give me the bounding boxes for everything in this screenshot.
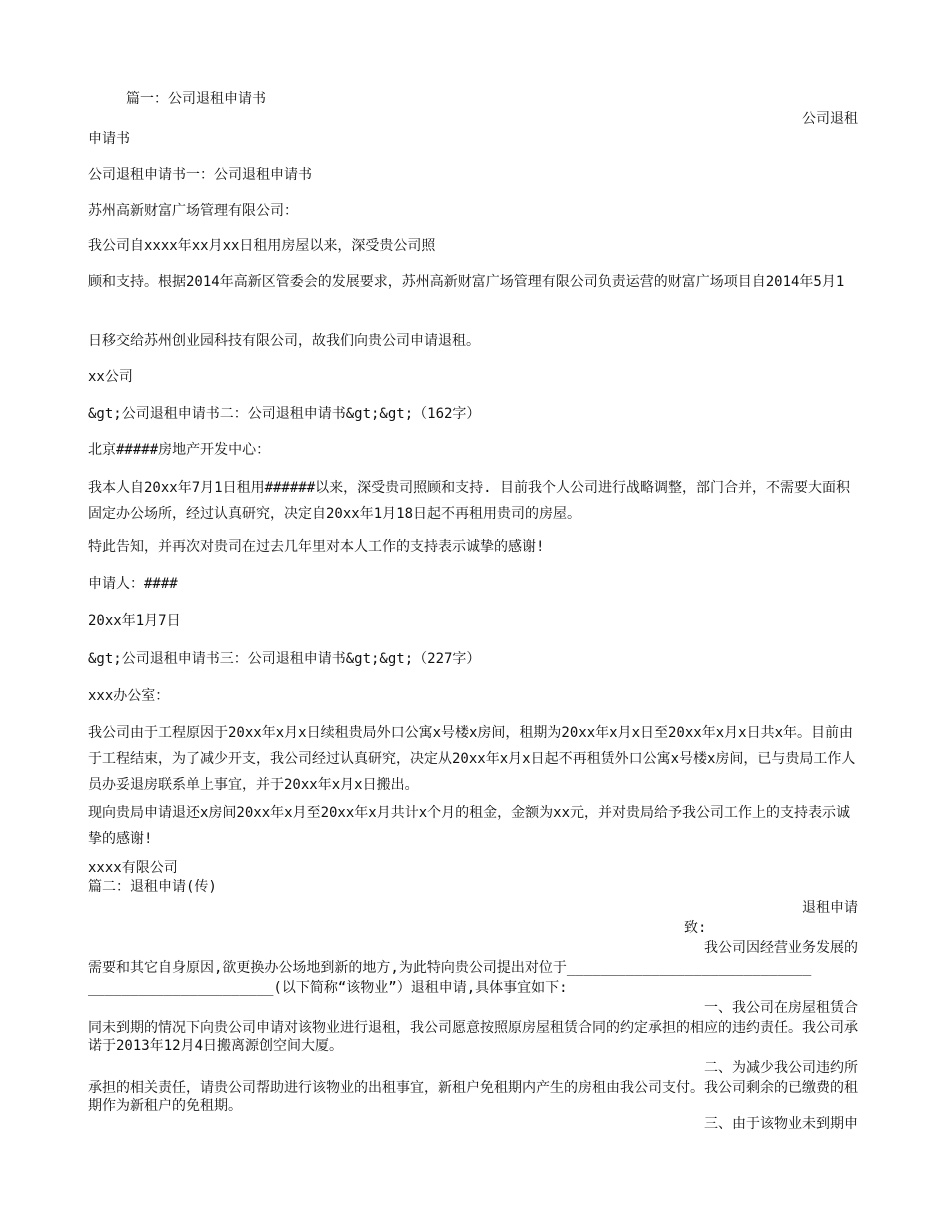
item-3-right: 三、由于该物业未到期申 bbox=[704, 1116, 858, 1132]
section-heading-2: 篇二：退租申请(传) bbox=[88, 879, 217, 895]
title-right-2: 退租申请 bbox=[802, 900, 858, 916]
subheading-2: &gt;公司退租申请书二：公司退租申请书&gt;&gt;（162字） bbox=[88, 406, 481, 422]
addressee-2: 北京#####房地产开发中心： bbox=[88, 442, 271, 458]
signature-1: xx公司 bbox=[88, 369, 133, 385]
item-1-right: 一、我公司在房屋租赁合 bbox=[704, 1000, 858, 1016]
title-right-1: 公司退租 bbox=[802, 111, 858, 127]
salutation: 致: bbox=[684, 920, 707, 936]
item-2-body: 承担的相关责任，请贵公司帮助进行该物业的出租事宜，新租户免租期内产生的房租由我公司支付。我公司剩余的已缴费的租期作为新租户的免租期。 bbox=[88, 1080, 858, 1114]
signature-3: xxxx有限公司 bbox=[88, 860, 178, 876]
paragraph-1b: 顾和支持。根据2014年高新区管委会的发展要求，苏州高新财富广场管理有限公司负责运营的财富广场项目自2014年5月1 bbox=[88, 274, 845, 290]
subheading-1: 公司退租申请书一：公司退租申请书 bbox=[88, 167, 312, 183]
intro-line-1: 需要和其它自身原因,欲更换办公场地到新的地方,为此特向贵公司提出对位于_____________________________ bbox=[88, 960, 812, 976]
addressee-1: 苏州高新财富广场管理有限公司： bbox=[88, 203, 298, 219]
paragraph-2b: 特此告知，并再次对贵司在过去几年里对本人工作的支持表示诚挚的感谢! bbox=[88, 539, 545, 555]
applicant-line: 申请人：#### bbox=[88, 576, 178, 592]
item-2-right: 二、为减少我公司违约所 bbox=[704, 1060, 858, 1076]
title-continued-1: 申请书 bbox=[88, 131, 130, 147]
paragraph-3: 我公司由于工程原因于20xx年x月x日续租贵局外口公寓x号楼x房间，租期为20xx年x月x日至20xx年x月x日共x年。目前由于工程结束，为了减少开支，我公司经过认真研究，决定从20xx年x月x日起不再租赁外口公寓x号楼x房间，已与贵局工作人员办妥退房联系单上事宜，并于20xx年x月x日搬出。 bbox=[88, 725, 856, 793]
subheading-3: &gt;公司退租申请书三：公司退租申请书&gt;&gt;（227字） bbox=[88, 651, 481, 667]
paragraph-1a: 我公司自xxxx年xx月xx日租用房屋以来，深受贵公司照 bbox=[88, 238, 436, 254]
section-heading-1: 篇一：公司退租申请书 bbox=[126, 91, 266, 107]
addressee-3: xxx办公室： bbox=[88, 688, 170, 704]
item-1-body: 同未到期的情况下向贵公司申请对该物业进行退租，我公司愿意按照原房屋租赁合同的约定承担的相应的违约责任。我公司承诺于2013年12月4日搬离源创空间大厦。 bbox=[88, 1020, 858, 1054]
paragraph-2: 我本人自20xx年7月1日租用######以来，深受贵司照顾和支持. 目前我个人公司进行战略调整，部门合并，不需要大面积固定办公场所，经过认真研究，决定自20xx年1月18日起不再租用贵司的房屋。 bbox=[88, 480, 850, 522]
intro-line-2: ______________________(以下简称“该物业”）退租申请,具体事宜如下: bbox=[88, 980, 568, 996]
paragraph-3b: 现向贵局申请退还x房间20xx年x月至20xx年x月共计x个月的租金，金额为xx元，并对贵局给予我公司工作上的支持表示诚挚的感谢! bbox=[88, 805, 850, 847]
intro-right: 我公司因经营业务发展的 bbox=[704, 940, 858, 956]
date-line: 20xx年1月7日 bbox=[88, 613, 181, 629]
paragraph-1c: 日移交给苏州创业园科技有限公司，故我们向贵公司申请退租。 bbox=[88, 333, 480, 349]
